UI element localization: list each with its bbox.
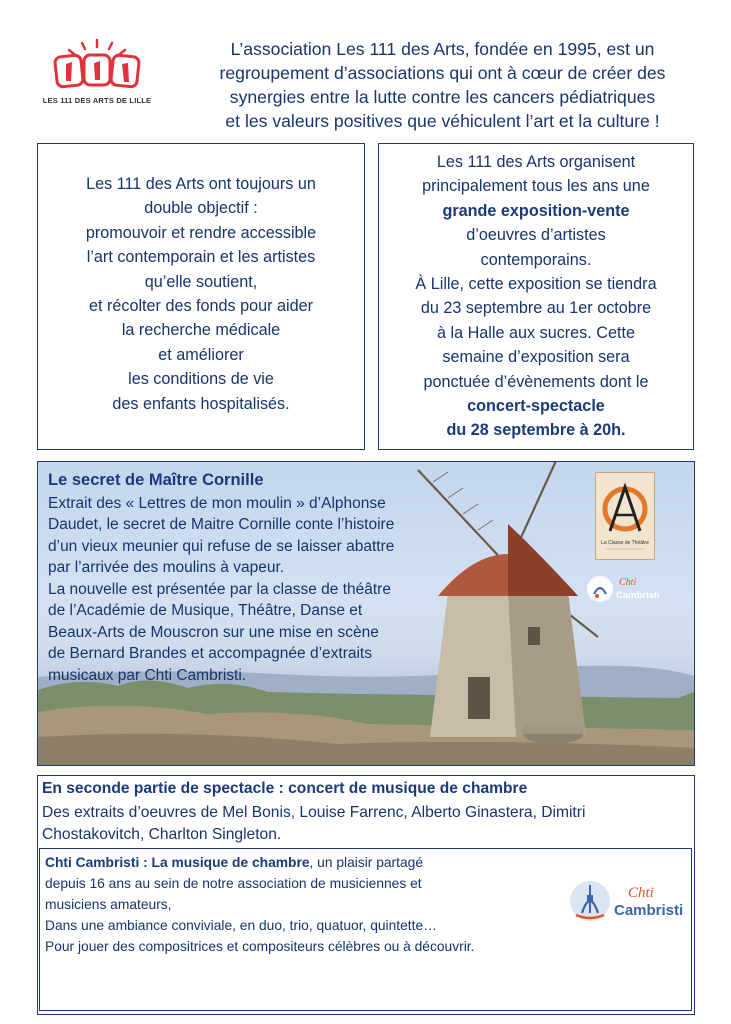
cornille-title: Le secret de Maître Cornille	[48, 471, 264, 489]
cornille-line: de Bernard Brandes et accompagnée d’extraits	[48, 645, 372, 662]
objectives-line: qu’elle soutient,	[144, 272, 258, 291]
objectives-line: la recherche médicale	[121, 321, 281, 340]
concert-section	[37, 775, 695, 1015]
chamber-line-rest: , un plaisir partagé	[309, 855, 424, 870]
objectives-line: et récolter des fonds pour aider	[88, 297, 314, 316]
exhibition-line: d’oeuvres d’artistes	[466, 226, 606, 245]
exhibition-line: Les 111 des Arts organisent	[436, 153, 636, 171]
chamber-line: Dans une ambiance conviviale, en duo, trio, quatuor, quintette…	[45, 918, 437, 933]
cornille-line: Daudet, le secret de Maitre Cornille conte l’histoire	[48, 516, 395, 533]
exhibition-line: ponctuée d’évènements dont le	[423, 372, 649, 391]
exhibition-line: contemporains.	[480, 250, 592, 269]
concert-label: concert-spectacle	[467, 397, 605, 416]
intro-line: synergies entre la lutte contre les cancers pédiatriques	[229, 87, 656, 107]
chamber-title: Chti Cambristi : La musique de chambre	[45, 855, 310, 870]
objectives-line: et améliorer	[158, 345, 244, 364]
chamber-line	[45, 852, 585, 873]
chti-word: Chti	[619, 577, 637, 588]
chti-cambristi-logo	[586, 572, 666, 606]
association-logo	[38, 38, 156, 116]
cornille-line: Extrait des « Lettres de mon moulin » d’Alphonse	[48, 494, 386, 512]
exhibition-box	[378, 143, 694, 450]
theatre-class-poster	[595, 472, 655, 560]
theatre-logo-icon	[596, 473, 654, 559]
objectives-line: promouvoir et rendre accessible	[85, 223, 317, 242]
chti-cambristi-logo-large	[568, 875, 684, 927]
exhibition-highlight	[379, 199, 693, 223]
objectives-line: des enfants hospitalisés.	[112, 394, 290, 413]
objectives-line: double objectif :	[144, 199, 258, 218]
chamber-text	[45, 852, 585, 957]
cornille-section	[37, 461, 695, 766]
exhibition-line: principalement tous les ans une	[422, 177, 650, 196]
chamber-line: musiciens amateurs,	[45, 897, 172, 912]
exhibition-dates: du 23 septembre au 1er octobre	[420, 299, 652, 318]
objectives-line: Les 111 des Arts ont toujours un	[86, 175, 316, 193]
logo-caption: LES 111 DES ARTS DE LILLE	[42, 96, 152, 105]
chamber-music-box	[39, 848, 692, 1011]
chti-word: Chti	[628, 885, 654, 901]
logo-111-icon	[52, 38, 142, 90]
intro-paragraph	[170, 37, 715, 133]
exhibition-line: semaine d’exposition sera	[442, 348, 630, 367]
poster-caption: La Classe de Théâtre	[601, 540, 649, 546]
chamber-line: Pour jouer des compositrices et compositeurs célèbres ou à découvrir.	[45, 939, 475, 954]
cornille-line: La nouvelle est présentée par la classe de théâtre	[48, 580, 391, 598]
intro-line: regroupement d’associations qui ont à cœur de créer des	[219, 63, 666, 83]
concert-description	[42, 802, 692, 846]
cornille-line: par l’arrivée des moulins à vapeur.	[48, 559, 285, 576]
intro-line: et les valeurs positives que véhiculent l’art et la culture !	[225, 111, 660, 131]
concert-date: du 28 septembre à 20h.	[446, 421, 626, 440]
cambristi-word: Cambristi	[614, 902, 684, 919]
concert-date-highlight	[379, 418, 693, 442]
concert-desc-line: Des extraits d’oeuvres de Mel Bonis, Louise Farrenc, Alberto Ginastera, Dimitri	[42, 804, 586, 821]
intro-line: L’association Les 111 des Arts, fondée en 1995, est un	[230, 39, 655, 59]
cambristi-word: Cambristi	[616, 590, 660, 601]
objectives-box	[37, 143, 365, 450]
cornille-line: d’un vieux meunier qui refuse de se laisser abattre	[48, 537, 395, 555]
exhibition-line: à la Halle aux sucres. Cette	[437, 323, 635, 342]
objectives-line: les conditions de vie	[128, 370, 274, 389]
cornille-line: Beaux-Arts de Mouscron sur une mise en scène	[48, 623, 379, 641]
cornille-text	[48, 470, 518, 686]
concert-highlight	[379, 394, 693, 418]
exhibition-title: grande exposition-vente	[442, 201, 630, 220]
exhibition-line: À Lille, cette exposition se tiendra	[415, 275, 657, 294]
chamber-line: depuis 16 ans au sein de notre association de musiciennes et	[45, 876, 422, 891]
concert-desc-line: Chostakovitch, Charlton Singleton.	[42, 826, 282, 843]
concert-heading: En seconde partie de spectacle : concert de musique de chambre	[42, 780, 528, 797]
objectives-line: l’art contemporain et les artistes	[86, 248, 316, 267]
cornille-line: musicaux par Chti Cambristi.	[48, 666, 247, 684]
cornille-line: de l’Académie de Musique, Théâtre, Danse et	[48, 602, 363, 619]
